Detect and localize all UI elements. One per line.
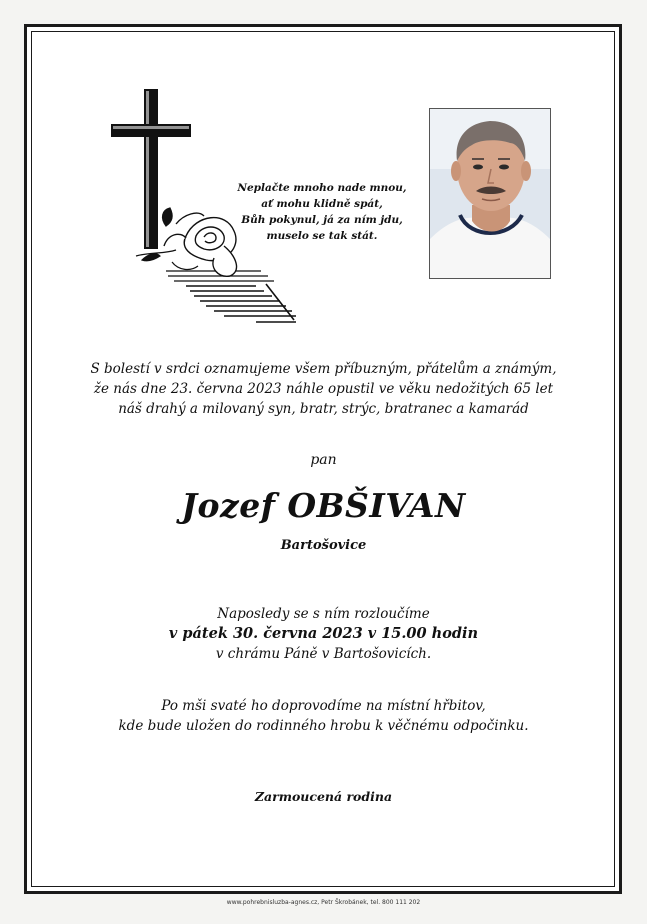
funeral-line: Naposledy se s ním rozloučíme <box>217 606 430 622</box>
burial-details <box>60 696 587 736</box>
funeral-date-time: v pátek 30. června 2023 v 15.00 hodin <box>168 625 479 642</box>
poem-line: muselo se tak stát. <box>266 230 378 242</box>
funeral-location: v chrámu Páně v Bartošovicích. <box>215 646 432 662</box>
poem-line: Neplačte mnoho nade mnou, <box>237 182 407 194</box>
name-prefix: pan <box>310 452 337 468</box>
deceased-name: Jozef OBŠIVAN <box>181 486 466 525</box>
family-signature: Zarmoucená rodina <box>254 789 393 804</box>
poem-line: ať mohu klidně spát, <box>261 198 383 210</box>
announcement-line: že nás dne 23. června 2023 náhle opustil ve věku nedožitých 65 let <box>93 381 554 397</box>
announcement-text <box>60 359 587 419</box>
burial-line: kde bude uložen do rodinného hrobu k věčnému odpočinku. <box>118 718 529 734</box>
announcement-line: S bolestí v srdci oznamujeme všem příbuzným, přátelům a známým, <box>90 361 557 377</box>
funeral-service-footer: www.pohrebnisluzba-agnes.cz, Petr Škrobánek, tel. 800 111 202 <box>226 899 421 906</box>
deceased-hometown: Bartošovice <box>280 538 367 553</box>
portrait-photo <box>429 108 551 279</box>
memorial-poem <box>232 180 412 244</box>
announcement-line: náš drahý a milovaný syn, bratr, strýc, bratranec a kamarád <box>118 401 529 417</box>
funeral-details <box>60 604 587 664</box>
burial-line: Po mši svaté ho doprovodíme na místní hřbitov, <box>161 698 486 714</box>
poem-line: Bůh pokynul, já za ním jdu, <box>241 214 403 226</box>
